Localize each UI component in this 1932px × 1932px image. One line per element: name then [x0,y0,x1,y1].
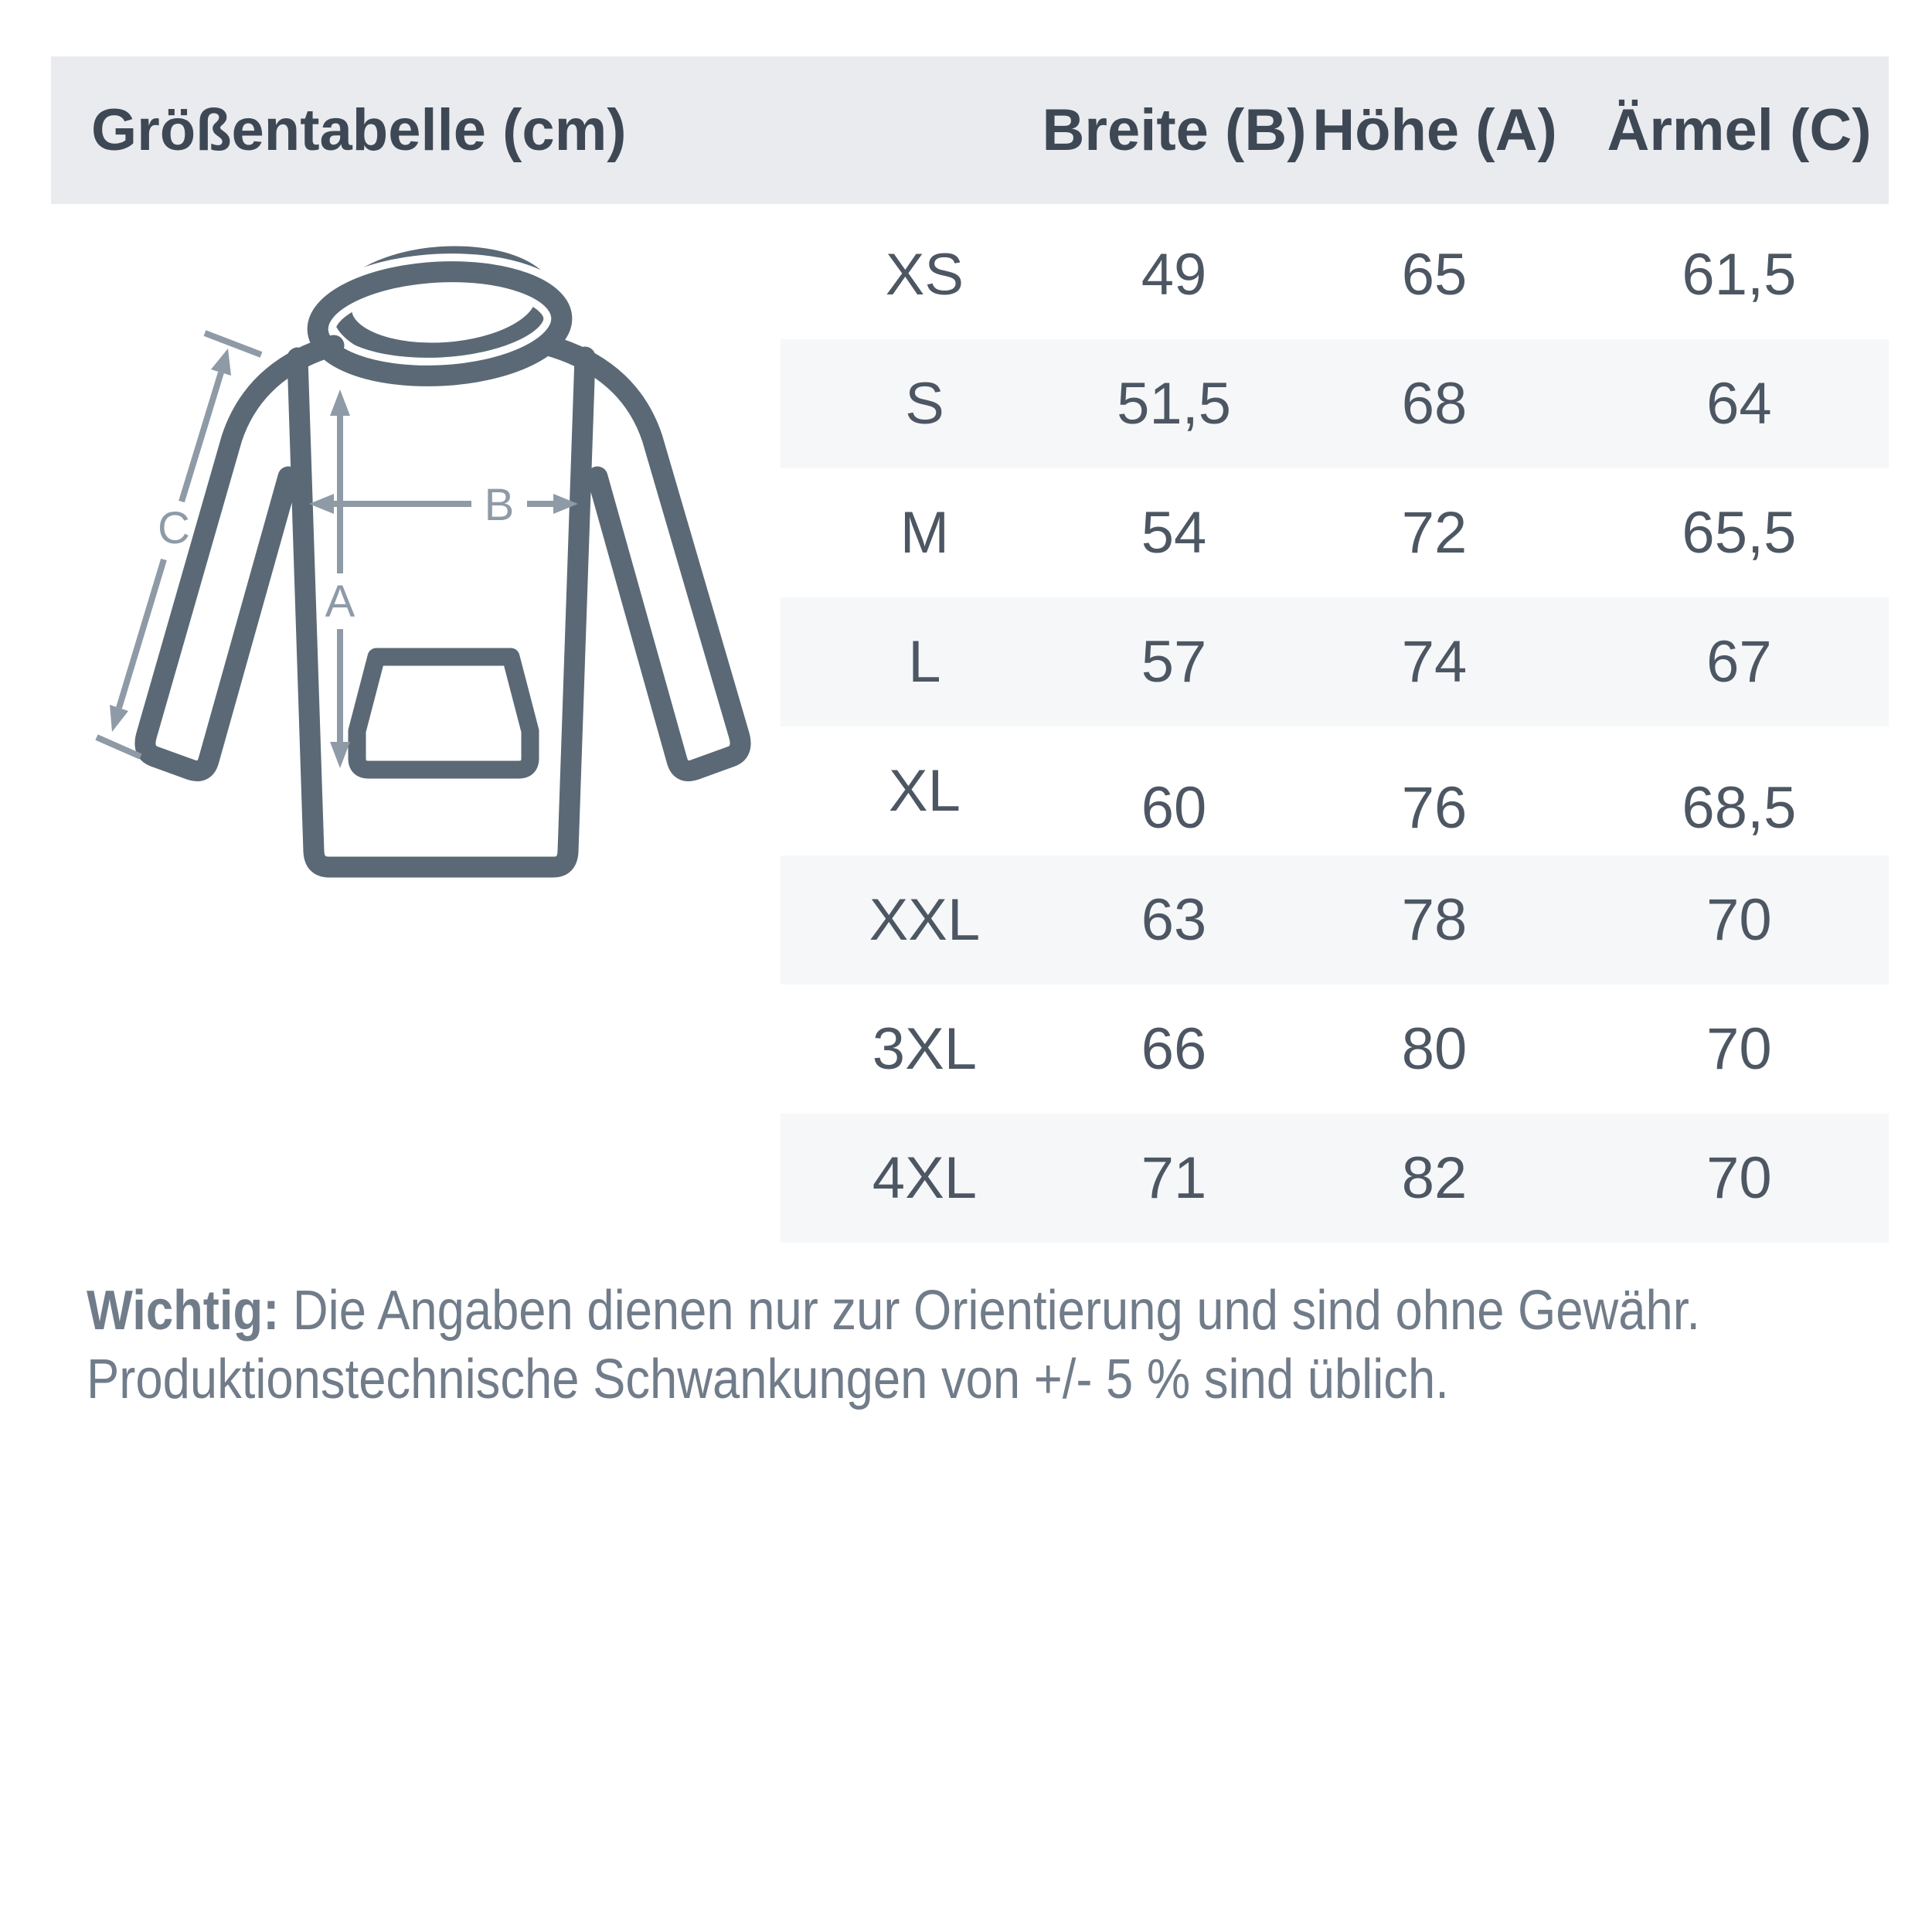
disclaimer-note [87,1277,1855,1414]
breite-cell: 57 [1141,629,1207,695]
aermel-cell: 61,5 [1682,242,1797,308]
label-a: A [325,577,355,627]
hoehe-cell: 72 [1401,500,1468,566]
aermel-cell: 70 [1706,1016,1772,1082]
disclaimer-label: Wichtig: [87,1280,280,1342]
size-cell: XXL [869,887,981,953]
arrow-b-width [309,494,578,514]
size-cell: 4XL [872,1145,978,1211]
breite-cell: 63 [1141,887,1207,953]
hoodie-measurement-diagram [62,218,796,890]
hoehe-cell: 65 [1401,242,1468,308]
hoehe-cell: 82 [1401,1145,1468,1211]
column-header-hoehe: Höhe (A) [1312,97,1557,163]
breite-cell: 71 [1141,1145,1207,1211]
aermel-cell: 70 [1706,887,1772,953]
hoehe-cell: 68 [1401,371,1468,437]
hoehe-cell: 80 [1401,1016,1468,1082]
disclaimer-line-1 [87,1277,1855,1345]
table-row [781,726,1889,855]
breite-cell: 60 [1141,775,1207,841]
size-cell: 3XL [872,1016,978,1082]
size-cell: S [905,371,944,437]
column-header-breite: Breite (B) [1042,97,1307,163]
table-row [781,339,1889,468]
aermel-cell: 64 [1706,371,1772,437]
kangaroo-pocket [357,657,530,770]
table-row [781,855,1889,985]
table-row [781,468,1889,597]
size-cell: L [908,629,941,695]
aermel-cell: 70 [1706,1145,1772,1211]
table-row [781,597,1889,726]
hoehe-cell: 76 [1401,775,1468,841]
aermel-cell: 67 [1706,629,1772,695]
size-cell: XS [885,242,964,308]
size-cell: XL [888,758,961,824]
table-header-bar [51,56,1889,204]
column-header-aermel: Ärmel (C) [1607,97,1872,163]
label-b: B [484,480,515,530]
dimension-tick-bottom [97,737,141,757]
hoehe-cell: 74 [1401,629,1468,695]
aermel-cell: 68,5 [1682,775,1797,841]
disclaimer-text-1: Die Angaben dienen nur zur Orientierung und sind ohne Gewähr. [292,1280,1700,1342]
size-table [781,210,1889,1243]
breite-cell: 66 [1141,1016,1207,1082]
label-c: C [158,503,190,553]
breite-cell: 54 [1141,500,1207,566]
page-title: Größentabelle (cm) [91,97,627,163]
hoodie-outline [145,345,740,867]
hood-icon [315,250,565,382]
breite-cell: 49 [1141,242,1207,308]
table-row [781,210,1889,339]
aermel-cell: 65,5 [1682,500,1797,566]
hoehe-cell: 78 [1401,887,1468,953]
dimension-tick-top [205,333,261,355]
table-row [781,1114,1889,1243]
table-row [781,985,1889,1114]
breite-cell: 51,5 [1117,371,1232,437]
size-cell: M [900,500,950,566]
disclaimer-line-2: Produktionstechnische Schwankungen von +/- 5 % sind üblich. [87,1349,1449,1410]
